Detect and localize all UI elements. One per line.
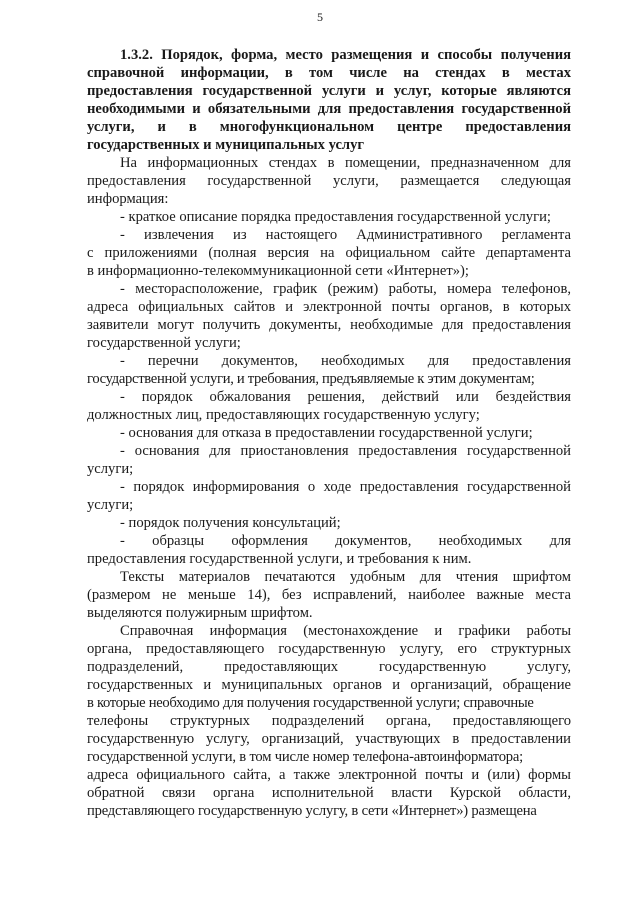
paragraph-line: предоставления государственной услуги, и требования к ним. bbox=[87, 551, 472, 567]
paragraph-line: Тексты материалов печатаются удобным для чтения шрифтом bbox=[120, 569, 571, 585]
paragraph-line: подразделений, предоставляющих государственную услугу, bbox=[87, 659, 571, 675]
heading-line: услуги, и в многофункциональном центре предоставления bbox=[87, 119, 571, 135]
paragraph-line: На информационных стендах в помещении, предназначенном для bbox=[120, 155, 571, 171]
paragraph-line: в которые необходимо для получения государственной услуги; справочные bbox=[87, 695, 534, 711]
paragraph-line: государственных и муниципальных органов и организаций, обращение bbox=[87, 677, 571, 693]
heading-line: справочной информации, в том числе на стендах в местах bbox=[87, 65, 571, 81]
paragraph-line: государственной услуги, и требования, предъявляемые к этим документам; bbox=[87, 371, 535, 387]
list-item: - порядок информирования о ходе предоставления государственной bbox=[120, 479, 571, 495]
paragraph-line: заявители могут получить документы, необходимые для предоставления bbox=[87, 317, 571, 333]
paragraph-line: государственной услуги, в том числе номер телефона-автоинформатора; bbox=[87, 749, 524, 765]
paragraph-line: предоставления государственной услуги, размещается следующая bbox=[87, 173, 571, 189]
paragraph-line: услуги; bbox=[87, 497, 134, 513]
paragraph-line: органа, предоставляющего государственную услугу, его структурных bbox=[87, 641, 571, 657]
page-number: 5 bbox=[317, 10, 323, 24]
paragraph-line: (размером не меньше 14), без исправлений, наиболее важные места bbox=[87, 587, 571, 603]
heading-line: необходимыми и обязательными для предоставления государственной bbox=[87, 101, 571, 117]
list-item: - месторасположение, график (режим) работы, номера телефонов, bbox=[120, 281, 571, 297]
list-item: - перечни документов, необходимых для предоставления bbox=[120, 353, 571, 369]
paragraph-line: в информационно-телекоммуникационной сети «Интернет»); bbox=[87, 263, 469, 279]
list-item: - основания для приостановления предоставления государственной bbox=[120, 443, 571, 459]
list-item: - извлечения из настоящего Административного регламента bbox=[120, 227, 571, 243]
list-item: - порядок получения консультаций; bbox=[120, 515, 341, 531]
paragraph-line: услуги; bbox=[87, 461, 134, 477]
paragraph-line: адреса официальных сайтов и электронной почты органов, в которых bbox=[87, 299, 571, 315]
list-item: - порядок обжалования решения, действий или бездействия bbox=[120, 389, 571, 405]
paragraph-line: информация: bbox=[87, 191, 169, 207]
list-item: - краткое описание порядка предоставления государственной услуги; bbox=[120, 209, 551, 225]
paragraph-line: Справочная информация (местонахождение и графики работы bbox=[120, 623, 571, 639]
paragraph-line: представляющего государственную услугу, в сети «Интернет») размещена bbox=[87, 803, 537, 819]
paragraph-line: с приложениями (полная версия на официальном сайте департамента bbox=[87, 245, 571, 261]
heading-line: государственных и муниципальных услуг bbox=[87, 137, 365, 153]
paragraph-line: выделяются полужирным шрифтом. bbox=[87, 605, 313, 621]
paragraph-line: государственной услуги; bbox=[87, 335, 241, 351]
heading-line: предоставления государственной услуги и услуг, которые являются bbox=[87, 83, 571, 99]
paragraph-line: должностных лиц, предоставляющих государственную услугу; bbox=[87, 407, 480, 423]
list-item: - образцы оформления документов, необходимых для bbox=[120, 533, 571, 549]
heading-line: 1.3.2. Порядок, форма, место размещения и способы получения bbox=[120, 47, 571, 63]
paragraph-line: обратной связи органа исполнительной власти Курской области, bbox=[87, 785, 571, 801]
paragraph-line: телефоны структурных подразделений органа, предоставляющего bbox=[87, 713, 571, 729]
paragraph-line: адреса официального сайта, а также электронной почты и (или) формы bbox=[87, 767, 571, 783]
list-item: - основания для отказа в предоставлении государственной услуги; bbox=[120, 425, 533, 441]
paragraph-line: государственную услугу, организаций, участвующих в предоставлении bbox=[87, 731, 571, 747]
